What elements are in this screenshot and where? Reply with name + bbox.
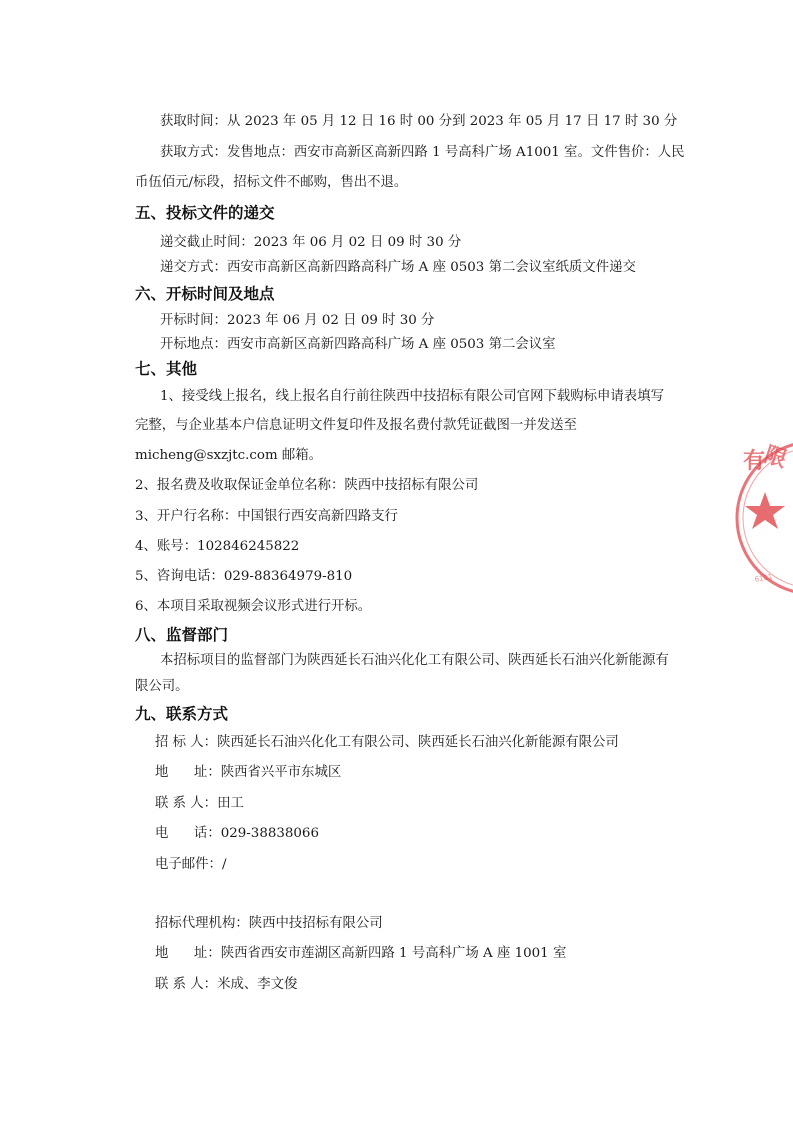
other-item-3: 3、开户行名称：中国银行西安高新四路支行	[135, 509, 398, 524]
agency-address-label: 地 址：	[155, 946, 221, 961]
contact-phone	[155, 824, 319, 844]
contact-label: 联 系 人：	[155, 796, 218, 811]
agency-contact	[155, 975, 297, 995]
section-6-heading: 六、开标时间及地点	[135, 285, 275, 303]
contact-tenderer	[155, 733, 619, 753]
acquire-time: 获取时间：从 2023 年 05 月 12 日 16 时 00 分到 2023 年 05 月 17 日 17 时 30 分	[160, 114, 678, 129]
address-label: 地 址：	[155, 765, 221, 780]
agency-address-value: 陕西省西安市莲湖区高新四路 1 号高科广场 A 座 1001 室	[220, 946, 567, 961]
acquire-method-line1: 获取方式：发售地点：西安市高新区高新四路 1 号高科广场 A1001 室。文件售价：人民	[160, 145, 685, 160]
agency-address	[155, 944, 566, 964]
other-item-1-line1: 1、接受线上报名，线上报名自行前往陕西中技招标有限公司官网下载购标申请表填写	[160, 389, 664, 404]
svg-text:限: 限	[761, 442, 790, 474]
tenderer-value: 陕西延长石油兴化化工有限公司、陕西延长石油兴化新能源有限公司	[217, 735, 619, 750]
agency-label: 招标代理机构：	[155, 916, 249, 931]
contact-value: 田工	[217, 796, 244, 811]
section-9-heading: 九、联系方式	[135, 705, 229, 723]
supervision-line2: 限公司。	[135, 679, 189, 694]
section-5-heading: 五、投标文件的递交	[135, 204, 275, 222]
submit-method: 递交方式：西安市高新区高新四路高科广场 A 座 0503 第二会议室纸质文件递交	[160, 260, 636, 275]
other-item-6: 6、本项目采取视频会议形式进行开标。	[135, 599, 372, 614]
agency-contact-label: 联 系 人：	[155, 977, 218, 992]
other-item-5: 5、咨询电话：029-88364979-810	[135, 569, 353, 584]
submit-deadline: 递交截止时间：2023 年 06 月 02 日 09 时 30 分	[160, 235, 462, 250]
section-7-heading: 七、其他	[135, 360, 198, 378]
agency-contact-value: 米成、李文俊	[217, 977, 298, 992]
supervision-line1: 本招标项目的监督部门为陕西延长石油兴化化工有限公司、陕西延长石油兴化新能源有	[160, 653, 669, 668]
bid-open-place: 开标地点：西安市高新区高新四路高科广场 A 座 0503 第二会议室	[160, 337, 556, 352]
email-value: /	[221, 857, 227, 872]
svg-text:6101: 6101	[754, 572, 774, 584]
contact-address	[155, 763, 341, 783]
contact-person	[155, 794, 244, 814]
email-label: 电子邮件：	[155, 857, 222, 872]
other-item-1-line2: 完整，与企业基本户信息证明文件复印件及报名费付款凭证截图一并发送至	[135, 418, 577, 433]
other-item-2: 2、报名费及收取保证金单位名称：陕西中技招标有限公司	[135, 478, 479, 493]
company-seal	[735, 430, 793, 605]
svg-text:有: 有	[743, 449, 766, 474]
address-value: 陕西省兴平市东城区	[220, 765, 342, 780]
section-8-heading: 八、监督部门	[135, 626, 229, 644]
seal-icon	[735, 430, 793, 605]
other-item-1-line3: micheng@sxzjtc.com 邮箱。	[135, 448, 323, 463]
agency	[155, 914, 383, 934]
bid-open-time: 开标时间：2023 年 06 月 02 日 09 时 30 分	[160, 313, 435, 328]
other-item-4: 4、账号：102846245822	[135, 539, 300, 554]
phone-label: 电 话：	[155, 826, 221, 841]
phone-value: 029-38838066	[220, 826, 319, 841]
tenderer-label: 招 标 人：	[155, 735, 218, 750]
contact-email	[155, 855, 226, 875]
acquire-method-line2: 币伍佰元/标段，招标文件不邮购，售出不退。	[135, 175, 408, 190]
agency-value: 陕西中技招标有限公司	[248, 916, 383, 931]
